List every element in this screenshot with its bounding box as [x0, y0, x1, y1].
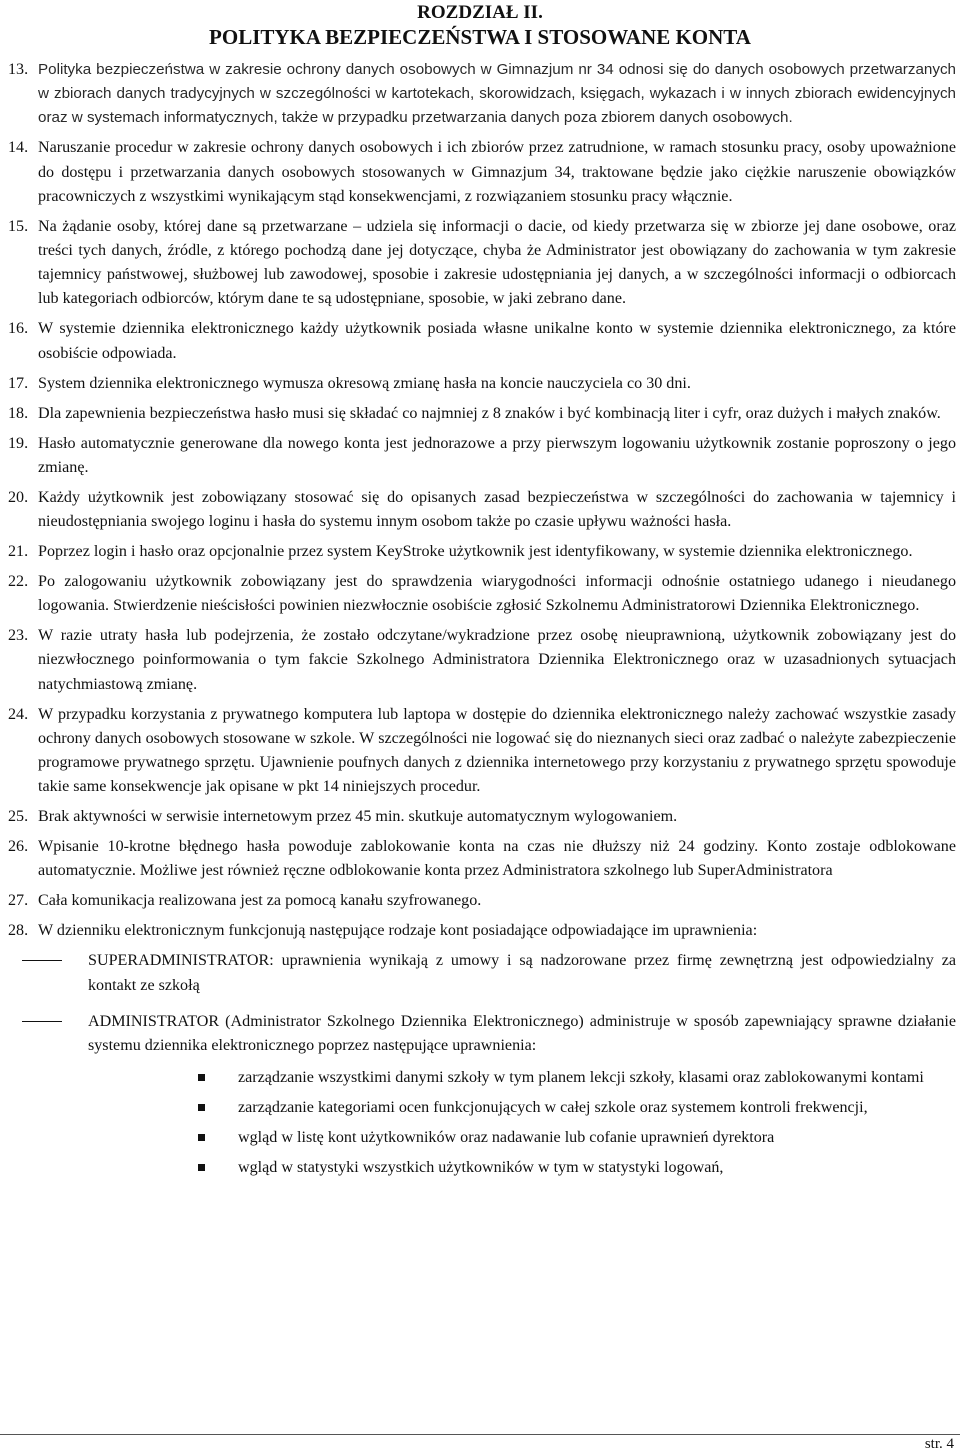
paragraph-text: Cała komunikacja realizowana jest za pomocą kanału szyfrowanego. — [38, 892, 482, 910]
permission-text: zarządzanie wszystkimi danymi szkoły w tym planem lekcji szkoły, klasami oraz zablokowanymi kontami — [238, 1069, 924, 1087]
permission-text: wgląd w listę kont użytkowników oraz nadawanie lub cofanie uprawnień dyrektora — [238, 1129, 775, 1147]
paragraph-21 — [8, 540, 956, 564]
paragraph-text: Każdy użytkownik jest zobowiązany stosować się do opisanych zasad bezpieczeństwa w szczególności do zachowania w tajemnicy i nieudostępniania swojego loginu i hasła do systemu innym osobom także po czasie upływu ważności hasła. — [38, 488, 956, 531]
paragraph-17 — [8, 372, 956, 396]
paragraph-number: 13. — [8, 61, 29, 78]
paragraph-number: 25. — [8, 808, 29, 826]
paragraph-text: Naruszanie procedur w zakresie ochrony danych osobowych i ich zbiorów przez zatrudnione, w ramach stosunku pracy, osoby upoważnione do dostępu i przetwarzania danych osobowych stosowanych w Gimnazjum 34, traktowane będzie jako ciężkie naruszenie obowiązków pracowniczych z wszystkimi wynikającym stąd konsekwencjami, z rozwiązaniem stosunku pracy włącznie. — [38, 139, 956, 205]
document-body — [8, 58, 956, 1192]
permission-item — [88, 1066, 956, 1090]
admin-permissions-list — [88, 1066, 956, 1180]
paragraph-number: 27. — [8, 892, 29, 910]
chapter-number: ROZDZIAŁ II. — [417, 2, 543, 23]
paragraph-number: 24. — [8, 705, 29, 723]
paragraph-number: 16. — [8, 320, 29, 338]
paragraph-text: Po zalogowaniu użytkownik zobowiązany jest do sprawdzenia wiarygodności informacji odnośnie ostatniego udanego i nieudanego logowania. Stwierdzenie nieścisłości powinien niezwłocznie osobiście zgłosić Szkolnemu Administratorowi Dziennika Elektronicznego. — [38, 573, 956, 615]
paragraph-text: Poprzez login i hasło oraz opcjonalnie przez system KeyStroke użytkownik jest identyfikowany, w systemie dziennika elektronicznego. — [38, 543, 913, 561]
square-bullet-icon — [198, 1164, 205, 1171]
square-bullet-icon — [198, 1104, 205, 1111]
paragraph-text: W systemie dziennika elektronicznego każdy użytkownik posiada własne unikalne konto w systemie dziennika elektronicznego, za które osobiście odpowiada. — [38, 320, 956, 362]
paragraph-text: Dla zapewnienia bezpieczeństwa hasło musi się składać co najmniej z 8 znaków i być kombinacją liter i cyfr, oraz dużych i małych znaków. — [38, 404, 941, 422]
paragraph-number: 28. — [8, 922, 29, 940]
account-type-text: SUPERADMINISTRATOR: uprawnienia wynikają z umowy i są nadzorowane przez firmę zewnętrzną jest odpowiedzialny za kontakt ze szkołą — [88, 952, 956, 994]
paragraph-text: Brak aktywności w serwisie internetowym przez 45 min. skutkuje automatycznym wylogowaniem. — [38, 808, 678, 826]
paragraph-text: Wpisanie 10-krotne błędnego hasła powoduje zablokowanie konta na czas nie dłuższy niż 24 godziny. Konto zostaje odblokowane automatycznie. Możliwe jest również ręczne odblokowanie konta przez Administratora szkolnego lub SuperAdministratora — [38, 838, 956, 880]
paragraph-number: 21. — [8, 543, 29, 561]
paragraph-16 — [8, 317, 956, 365]
permission-item — [88, 1156, 956, 1180]
permission-text: zarządzanie kategoriami ocen funkcjonujących w całej szkole oraz systemem kontroli frekwencji, — [238, 1099, 868, 1117]
paragraph-text: Na żądanie osoby, której dane są przetwarzane – udziela się informacji o dacie, od kiedy przetwarza się w zbiorze jej dane osobowe, oraz treści tych danych, źródle, z którego pochodzą dane jej dotyczące, chyba że Administrator jest obowiązany do zachowania w tym zakresie tajemnicy państwowej, służbowej lub zawodowej, sposobie i zakresie udostępniania jej danych, a w szczególności informacji o odbiorcach lub kategoriach odbiorców, którym dane te są udostępniane, sposobie, w jaki zebrano dane. — [38, 217, 956, 308]
paragraph-27 — [8, 889, 956, 913]
paragraph-26 — [8, 835, 956, 883]
dash-marker — [22, 960, 62, 961]
paragraph-number: 20. — [8, 488, 29, 506]
paragraph-15 — [8, 215, 956, 312]
paragraph-28 — [8, 919, 956, 943]
paragraph-text: W dzienniku elektronicznym funkcjonują następujące rodzaje kont posiadające odpowiadające im uprawnienia: — [38, 922, 758, 940]
paragraph-19 — [8, 432, 956, 480]
paragraph-number: 22. — [8, 573, 29, 591]
paragraph-number: 18. — [8, 404, 29, 422]
square-bullet-icon — [198, 1074, 205, 1081]
permission-item — [88, 1126, 956, 1150]
paragraph-text: Polityka bezpieczeństwa w zakresie ochrony danych osobowych w Gimnazjum nr 34 odnosi się do danych osobowych przetwarzanych w zbiorach danych tradycyjnych w szczególności w kartotekach, skorowidzach, księgach, wykazach i w innych zbiorach ewidencyjnych oraz w systemach informatycznych, także w przypadku przetwarzania danych poza zbiorem danych osobowych. — [38, 61, 956, 127]
paragraph-text: W razie utraty hasła lub podejrzenia, że zostało odczytane/wykradzione przez osobę nieuprawnioną, użytkownik zobowiązany jest do niezwłocznego poinformowania o tym fakcie Szkolnego Administratora Dziennika Elektronicznego oraz w uzasadnionych sytuacjach natychmiastową zmianę. — [38, 627, 956, 693]
account-type-superadministrator — [8, 949, 956, 997]
permission-text: wgląd w statystyki wszystkich użytkowników w tym w statystyki logowań, — [238, 1159, 724, 1177]
page-number: str. 4 — [924, 1436, 954, 1452]
account-type-text: ADMINISTRATOR (Administrator Szkolnego Dziennika Elektronicznego) administruje w sposób zapewniający sprawne działanie systemu dziennika elektronicznego poprzez następujące uprawnienia: — [88, 1012, 956, 1055]
permission-item — [88, 1096, 956, 1120]
paragraph-number: 23. — [8, 627, 29, 645]
paragraph-20 — [8, 486, 956, 534]
paragraph-25 — [8, 805, 956, 829]
paragraph-number: 14. — [8, 139, 29, 157]
account-type-administrator — [8, 1010, 956, 1181]
dash-marker — [22, 1021, 62, 1022]
paragraph-number: 26. — [8, 838, 29, 856]
paragraph-18 — [8, 402, 956, 426]
square-bullet-icon — [198, 1134, 205, 1141]
paragraph-number: 17. — [8, 374, 29, 392]
paragraph-14 — [8, 136, 956, 209]
paragraph-number: 15. — [8, 217, 29, 235]
paragraph-number: 19. — [8, 434, 29, 452]
paragraph-24 — [8, 703, 956, 800]
paragraph-22 — [8, 570, 956, 618]
paragraph-text: Hasło automatycznie generowane dla nowego konta jest jednorazowe a przy pierwszym logowaniu użytkownik zostanie poproszony o jego zmianę. — [38, 434, 956, 476]
chapter-title: POLITYKA BEZPIECZEŃSTWA I STOSOWANE KONTA — [209, 25, 751, 49]
footer-divider — [0, 1434, 960, 1435]
paragraph-23 — [8, 624, 956, 697]
chapter-header — [0, 0, 960, 50]
paragraph-13 — [8, 58, 956, 131]
paragraph-text: W przypadku korzystania z prywatnego komputera lub laptopa w dostępie do dziennika elektronicznego należy zachować wszystkie zasady ochrony danych osobowych stosowane w szkole. W szczególności nie logować się do nieznanych sieci oraz zadbać o należyte zabezpieczenie programowe prywatnego sprzętu. Ujawnienie poufnych danych z dziennika internetowego przy korzystaniu z prywatnego sprzętu spowoduje takie same konsekwencje jak opisane w pkt 14 niniejszych procedur. — [38, 705, 956, 796]
account-types-list — [8, 949, 956, 1180]
paragraph-text: System dziennika elektronicznego wymusza okresową zmianę hasła na koncie nauczyciela co 30 dni. — [38, 374, 691, 392]
